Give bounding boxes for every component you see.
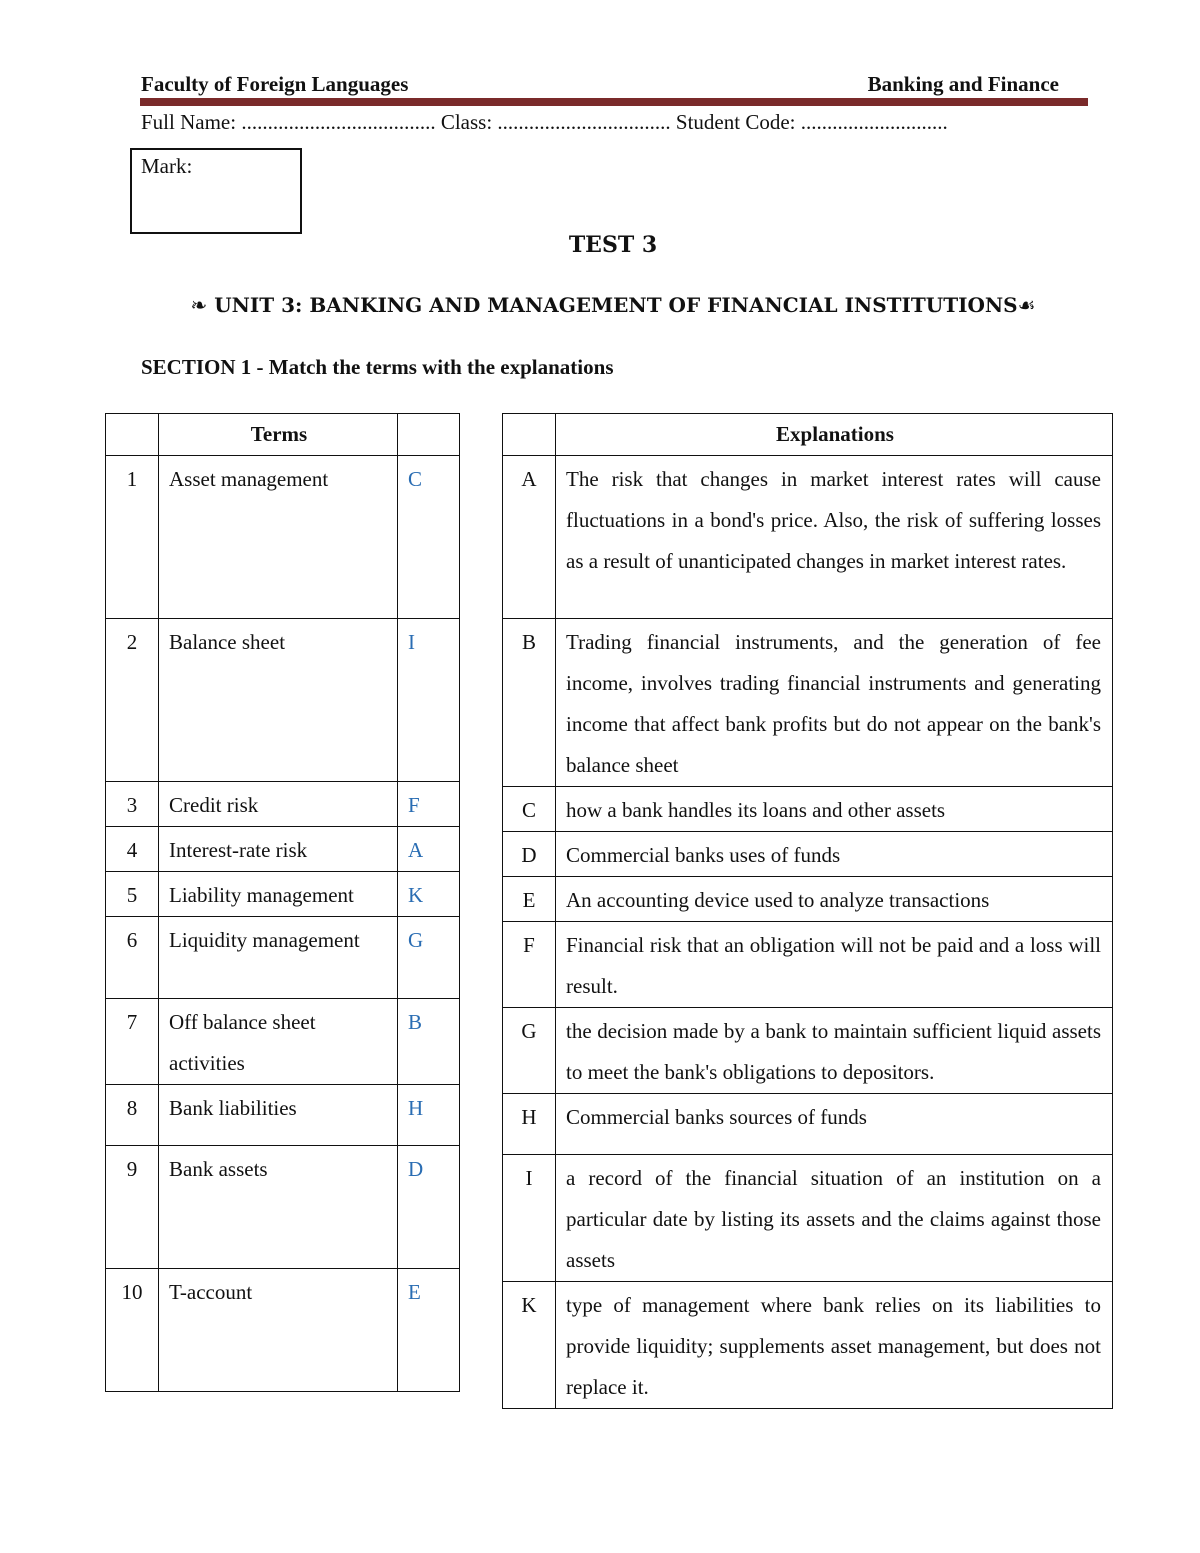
explanation-letter: G xyxy=(503,1008,556,1094)
explanation-letter: B xyxy=(503,619,556,787)
table-row xyxy=(106,1085,460,1146)
explanation-letter: D xyxy=(503,832,556,877)
table-row xyxy=(503,877,1113,922)
term-text: Asset management xyxy=(159,456,398,619)
table-row xyxy=(106,456,460,619)
mark-box xyxy=(130,148,302,234)
explanation-letter: A xyxy=(503,456,556,619)
explanations-header: Explanations xyxy=(556,414,1113,456)
term-text: Bank assets xyxy=(159,1146,398,1269)
explanation-letter: E xyxy=(503,877,556,922)
explanation-text: Financial risk that an obligation will not be paid and a loss will result. xyxy=(556,922,1113,1008)
table-row xyxy=(503,619,1113,787)
table-row xyxy=(503,456,1113,619)
term-number: 8 xyxy=(106,1085,159,1146)
explanation-text: Commercial banks sources of funds xyxy=(556,1094,1113,1155)
term-text: Balance sheet xyxy=(159,619,398,782)
explanation-text: Commercial banks uses of funds xyxy=(556,832,1113,877)
explanations-header-row xyxy=(503,414,1113,456)
table-row xyxy=(106,782,460,827)
term-text: Liability management xyxy=(159,872,398,917)
terms-table xyxy=(105,413,460,1392)
table-row xyxy=(106,917,460,999)
test-title: TEST 3 xyxy=(568,232,658,258)
faculty-header: Faculty of Foreign Languages xyxy=(141,72,409,96)
term-answer[interactable]: G xyxy=(398,917,460,999)
term-answer[interactable]: A xyxy=(398,827,460,872)
explanation-text: The risk that changes in market interest rates will cause fluctuations in a bond's price. Also, the risk of suffering losses as a result of unanticipated changes in market interest rates. xyxy=(556,456,1113,619)
ornament-left-icon: ❧ xyxy=(190,293,208,317)
table-row xyxy=(106,827,460,872)
unit-title xyxy=(0,293,1200,317)
explanation-letter: F xyxy=(503,922,556,1008)
table-row xyxy=(106,1269,460,1392)
table-row xyxy=(106,619,460,782)
explanation-letter: C xyxy=(503,787,556,832)
term-number: 9 xyxy=(106,1146,159,1269)
term-answer[interactable]: F xyxy=(398,782,460,827)
term-number: 2 xyxy=(106,619,159,782)
term-answer[interactable]: I xyxy=(398,619,460,782)
term-text: Off balance sheet activities xyxy=(159,999,398,1085)
term-number: 5 xyxy=(106,872,159,917)
term-text: Bank liabilities xyxy=(159,1085,398,1146)
term-answer[interactable]: H xyxy=(398,1085,460,1146)
table-row xyxy=(503,1282,1113,1409)
explanation-letter: K xyxy=(503,1282,556,1409)
subject-header: Banking and Finance xyxy=(867,72,1059,96)
term-text: Liquidity management xyxy=(159,917,398,999)
section-title: SECTION 1 - Match the terms with the explanations xyxy=(141,355,614,379)
explanation-text: the decision made by a bank to maintain sufficient liquid assets to meet the bank's obligations to depositors. xyxy=(556,1008,1113,1094)
terms-header-row xyxy=(106,414,460,456)
table-row xyxy=(503,832,1113,877)
term-number: 10 xyxy=(106,1269,159,1392)
term-number: 1 xyxy=(106,456,159,619)
ornament-right-icon: ☙ xyxy=(1017,293,1036,317)
terms-answer-header xyxy=(398,414,460,456)
table-row xyxy=(503,922,1113,1008)
explanation-text: Trading financial instruments, and the generation of fee income, involves trading financial instruments and generating income that affect bank profits but do not appear on the bank's balance sheet xyxy=(556,619,1113,787)
term-number: 4 xyxy=(106,827,159,872)
explanations-table xyxy=(502,413,1113,1409)
table-row xyxy=(503,787,1113,832)
terms-num-header xyxy=(106,414,159,456)
term-answer[interactable]: K xyxy=(398,872,460,917)
term-number: 3 xyxy=(106,782,159,827)
term-answer[interactable]: D xyxy=(398,1146,460,1269)
term-answer[interactable]: C xyxy=(398,456,460,619)
term-text: T-account xyxy=(159,1269,398,1392)
table-row xyxy=(503,1008,1113,1094)
explanation-text: type of management where bank relies on its liabilities to provide liquidity; supplements asset management, but does not replace it. xyxy=(556,1282,1113,1409)
student-info-line: Full Name: ..................................... Class: ................................. Student Code: ............................ xyxy=(141,110,948,134)
header-rule xyxy=(140,98,1088,106)
mark-label: Mark: xyxy=(141,154,193,178)
table-row xyxy=(503,1155,1113,1282)
explanation-letter: I xyxy=(503,1155,556,1282)
table-row xyxy=(106,999,460,1085)
terms-header: Terms xyxy=(159,414,398,456)
explanation-text: An accounting device used to analyze transactions xyxy=(556,877,1113,922)
unit-title-text: UNIT 3: BANKING AND MANAGEMENT OF FINANCIAL INSTITUTIONS xyxy=(214,293,1018,317)
term-number: 7 xyxy=(106,999,159,1085)
term-text: Credit risk xyxy=(159,782,398,827)
term-number: 6 xyxy=(106,917,159,999)
term-answer[interactable]: E xyxy=(398,1269,460,1392)
explanation-letter: H xyxy=(503,1094,556,1155)
explanation-text: how a bank handles its loans and other assets xyxy=(556,787,1113,832)
term-answer[interactable]: B xyxy=(398,999,460,1085)
table-row xyxy=(106,872,460,917)
explanation-text: a record of the financial situation of an institution on a particular date by listing its assets and the claims against those assets xyxy=(556,1155,1113,1282)
table-row xyxy=(503,1094,1113,1155)
table-row xyxy=(106,1146,460,1269)
explanations-letter-header xyxy=(503,414,556,456)
term-text: Interest-rate risk xyxy=(159,827,398,872)
